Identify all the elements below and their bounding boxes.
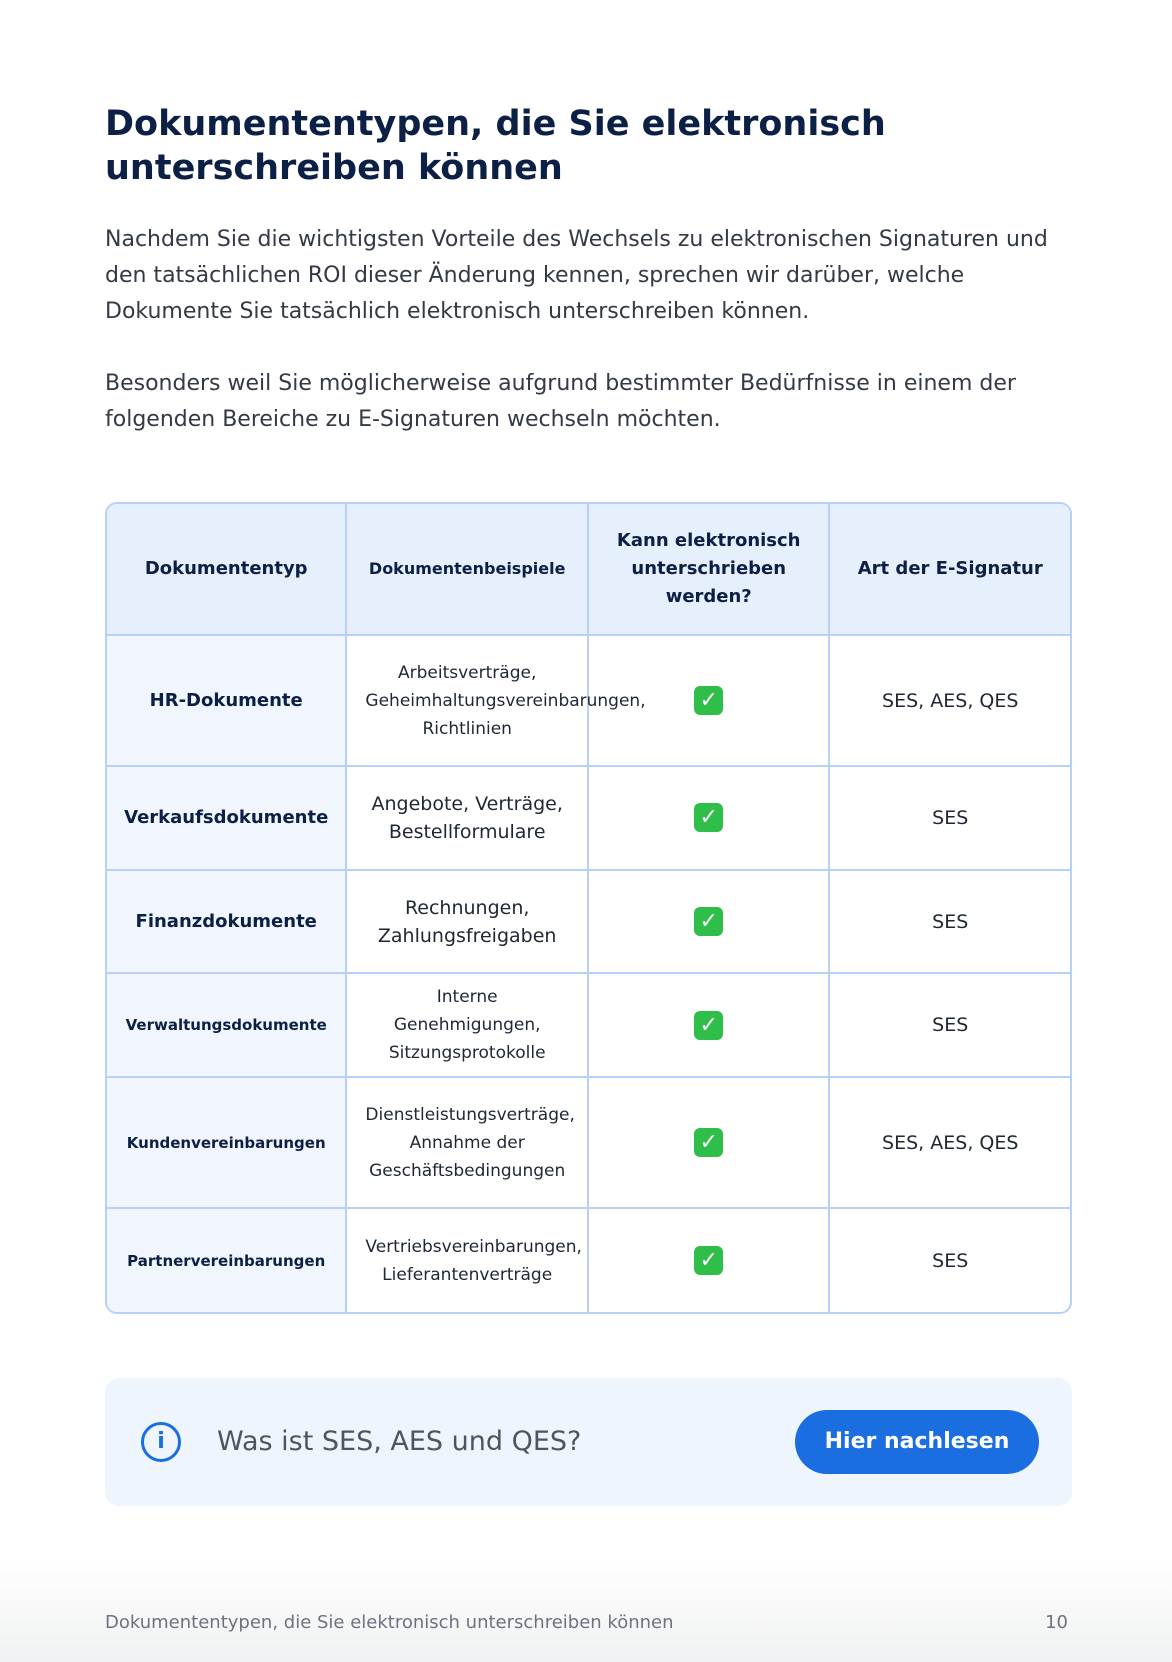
table-header-row bbox=[107, 504, 1070, 635]
table-row bbox=[107, 973, 1070, 1077]
page-number: 10 bbox=[1045, 1612, 1068, 1633]
document-type-cell: HR-Dokumente bbox=[107, 635, 346, 766]
page-title: Dokumententypen, die Sie elektronisch unterschreiben können bbox=[105, 104, 886, 188]
document-type-cell: Verwaltungsdokumente bbox=[107, 973, 346, 1077]
document-examples-cell: Angebote, Verträge, Bestellformulare bbox=[346, 766, 588, 870]
can-sign-cell bbox=[588, 1077, 830, 1208]
header-can-sign: Kann elektronisch unterschrieben werden? bbox=[588, 504, 830, 635]
read-more-button[interactable]: Hier nachlesen bbox=[795, 1410, 1039, 1474]
signature-type-cell: SES, AES, QES bbox=[829, 635, 1070, 766]
document-examples-cell: Rechnungen, Zahlungsfreigaben bbox=[346, 870, 588, 974]
table-row bbox=[107, 1077, 1070, 1208]
table-row bbox=[107, 1208, 1070, 1312]
signature-type-cell: SES bbox=[829, 766, 1070, 870]
table-row bbox=[107, 766, 1070, 870]
signature-type-cell: SES bbox=[829, 973, 1070, 1077]
header-document-examples: Dokumentenbeispiele bbox=[346, 504, 588, 635]
document-type-cell: Finanzdokumente bbox=[107, 870, 346, 974]
signature-type-cell: SES bbox=[829, 870, 1070, 974]
document-examples-cell: Interne Genehmigungen, Sitzungsprotokolle bbox=[346, 973, 588, 1077]
header-document-type: Dokumententyp bbox=[107, 504, 346, 635]
check-mark-icon: ✓ bbox=[694, 686, 723, 715]
check-mark-icon: ✓ bbox=[694, 907, 723, 936]
info-question: Was ist SES, AES und QES? bbox=[217, 1426, 582, 1457]
signature-type-cell: SES bbox=[932, 1249, 969, 1272]
document-examples-cell: Vertriebsvereinbarungen, Lieferantenverträge bbox=[346, 1208, 588, 1312]
header-signature-type: Art der E-Signatur bbox=[829, 504, 1070, 635]
check-mark-icon: ✓ bbox=[694, 803, 723, 832]
can-sign-cell bbox=[588, 973, 830, 1077]
table-row bbox=[107, 635, 1070, 766]
intro-paragraph: Nachdem Sie die wichtigsten Vorteile des Wechsels zu elektronischen Signaturen und den tatsächlichen ROI dieser Änderung kennen, sprechen wir darüber, welche Dokumente Sie tatsächlich elektronisch unterschreiben können. bbox=[105, 227, 1048, 324]
document-type-cell: Partnervereinbarungen bbox=[107, 1208, 346, 1312]
document-type-cell: Verkaufsdokumente bbox=[107, 766, 346, 870]
signature-type-cell: SES, AES, QES bbox=[829, 1077, 1070, 1208]
info-callout bbox=[105, 1378, 1072, 1506]
check-mark-icon: ✓ bbox=[694, 1011, 723, 1040]
document-examples-cell: Dienstleistungsverträge, Annahme der Geschäftsbedingungen bbox=[346, 1077, 588, 1208]
can-sign-cell bbox=[588, 870, 830, 974]
info-icon: i bbox=[141, 1422, 181, 1462]
footer-title: Dokumententypen, die Sie elektronisch unterschreiben können bbox=[105, 1612, 674, 1633]
document-examples-cell: Arbeitsverträge, Geheimhaltungsvereinbarungen, Richtlinien bbox=[346, 635, 588, 766]
document-types-table bbox=[105, 502, 1072, 1314]
document-type-cell: Kundenvereinbarungen bbox=[107, 1077, 346, 1208]
intro-paragraph-2: Besonders weil Sie möglicherweise aufgrund bestimmter Bedürfnisse in einem der folgenden Bereiche zu E-Signaturen wechseln möchten. bbox=[105, 371, 1016, 432]
check-mark-icon: ✓ bbox=[694, 1128, 723, 1157]
can-sign-cell bbox=[588, 1208, 830, 1312]
can-sign-cell bbox=[588, 766, 830, 870]
table-row bbox=[107, 870, 1070, 974]
check-mark-icon: ✓ bbox=[694, 1246, 723, 1275]
